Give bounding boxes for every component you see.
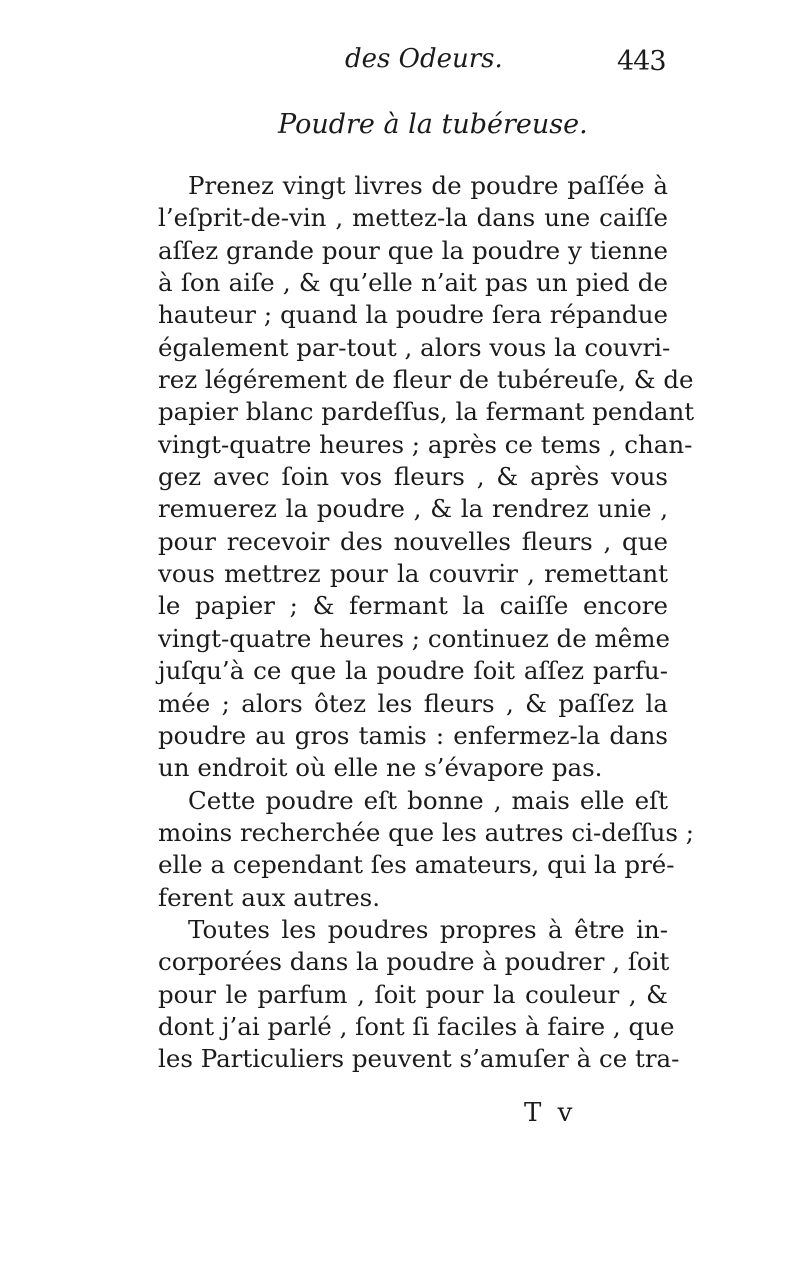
text-line: Toutes les poudres propres à être in-	[188, 914, 668, 944]
text-line: Prenez vingt livres de poudre paſſée à	[188, 171, 668, 200]
text-line: papier blanc pardeſſus, la fermant pendant	[158, 397, 695, 427]
text-line: le papier ; & fermant la caiſſe encore	[158, 591, 668, 621]
text-line: ferent aux autres.	[158, 882, 380, 912]
text-line: également par-tout , alors vous la couvri-	[158, 332, 671, 362]
text-line: vous mettrez pour la couvrir , remettant	[158, 559, 668, 589]
page-number: 443	[617, 46, 666, 77]
text-line: dont j’ai parlé , ſont ſi faciles à faire , que	[158, 1011, 675, 1041]
section-title: Poudre à la tubéreuse.	[278, 109, 588, 140]
text-line: gez avec ſoin vos fleurs , & après vous	[158, 462, 668, 492]
text-line: corporées dans la poudre à poudrer , ſoit	[158, 947, 670, 977]
text-line: hauteur ; quand la poudre ſera répandue	[158, 300, 668, 330]
text-line: rez légérement de fleur de tubéreuſe, & de	[158, 365, 694, 395]
text-line: moins recherchée que les autres ci-deſſus ;	[158, 817, 694, 847]
body-text	[158, 170, 695, 1076]
text-line: un endroit où elle ne s’évapore pas.	[158, 753, 603, 783]
text-line: vingt-quatre heures ; après ce tems , chan-	[158, 429, 693, 459]
text-line: Cette poudre eſt bonne , mais elle eſt	[188, 785, 668, 815]
text-line: à ſon aiſe , & qu’elle n’ait pas un pied de	[158, 268, 668, 298]
text-line: mée ; alors ôtez les fleurs , & paſſez la	[158, 688, 668, 718]
text-line: remuerez la poudre , & la rendrez unie ,	[158, 494, 668, 524]
text-line: vingt-quatre heures ; continuez de même	[158, 623, 670, 653]
catchword: T v	[524, 1098, 577, 1128]
text-line: aſſez grande pour que la poudre y tienne	[158, 235, 668, 265]
text-line: pour le parfum , ſoit pour la couleur , &	[158, 979, 668, 1009]
text-line: juſqu’à ce que la poudre ſoit aſſez parfu-	[158, 656, 668, 686]
running-head: des Odeurs.	[345, 44, 503, 74]
text-line: poudre au gros tamis : enfermez-la dans	[158, 720, 668, 750]
text-line: pour recevoir des nouvelles fleurs , que	[158, 526, 668, 556]
text-line: l’eſprit-de-vin , mettez-la dans une caiſſe	[158, 203, 668, 233]
text-line: elle a cependant ſes amateurs, qui la pré-	[158, 850, 675, 880]
text-line: les Particuliers peuvent s’amuſer à ce tra-	[158, 1044, 680, 1074]
